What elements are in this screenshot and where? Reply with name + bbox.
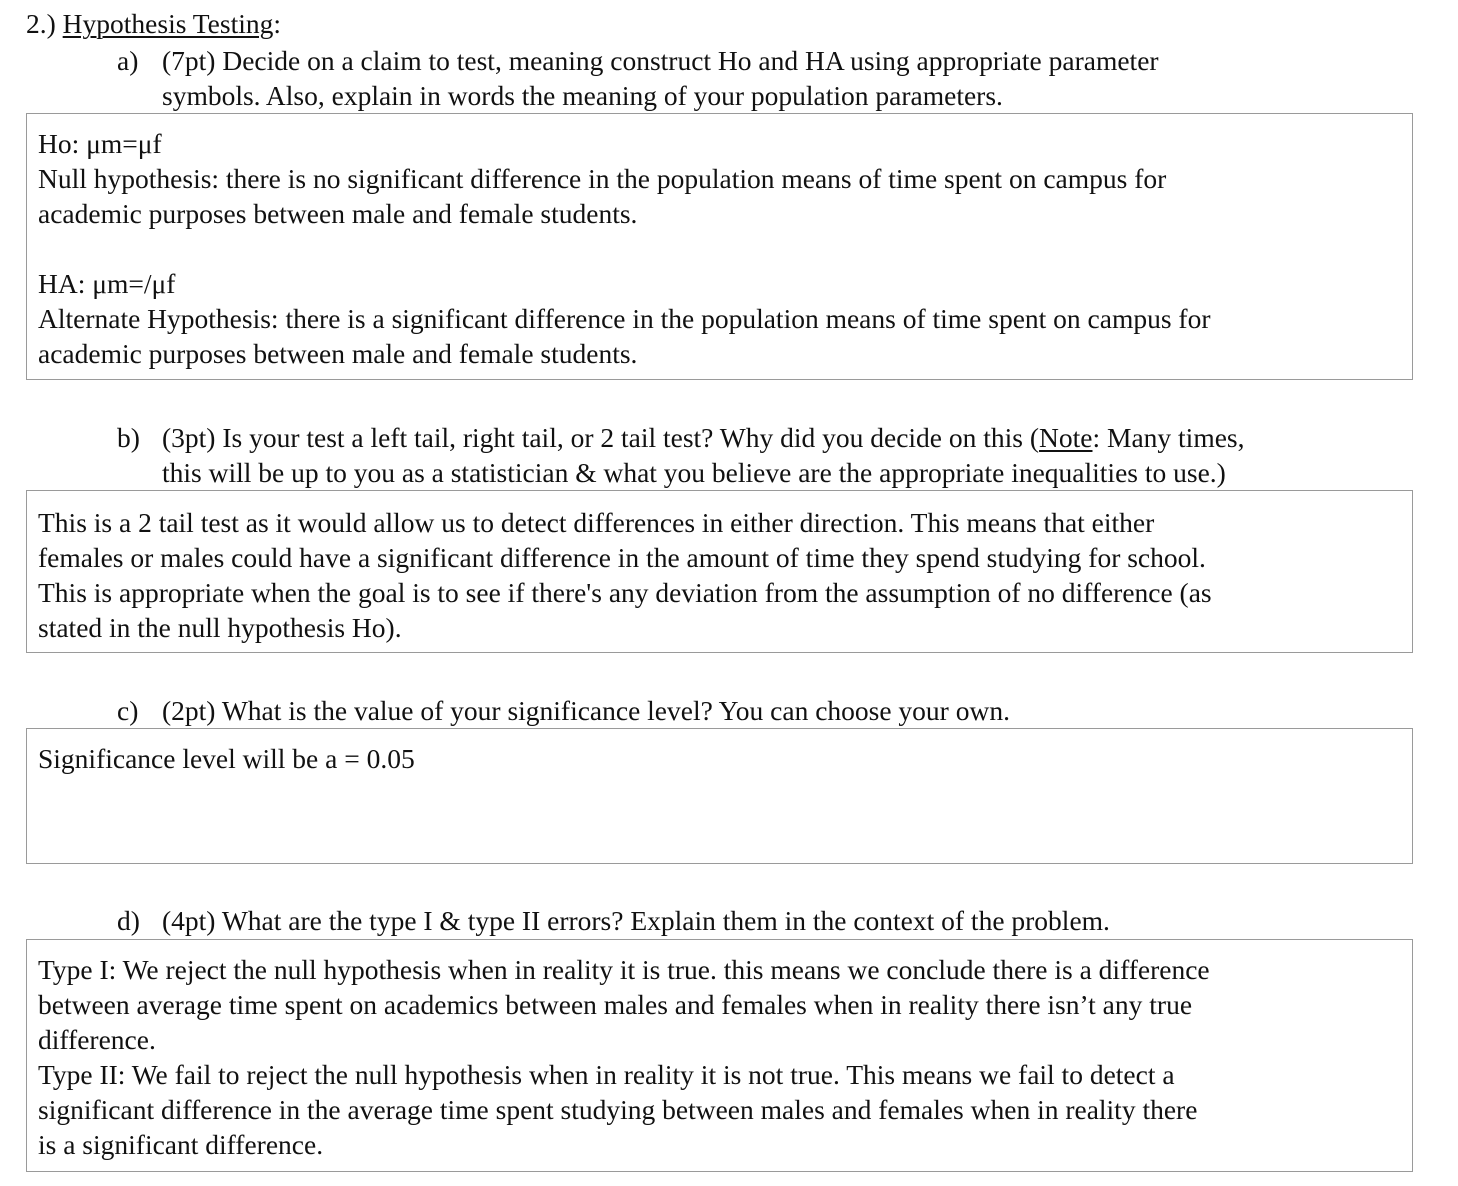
answer-b-line-4: stated in the null hypothesis Ho). (38, 612, 402, 643)
answer-d-line-5: significant difference in the average time spent studying between males and females when in reality there (38, 1094, 1198, 1125)
answer-box-b[interactable] (26, 490, 1413, 653)
answer-box-d[interactable] (26, 939, 1413, 1172)
question-b-text-pre: (3pt) Is your test a left tail, right tail, or 2 tail test? Why did you decide on this ( (162, 422, 1040, 453)
question-d-line-1: (4pt) What are the type I & type II errors? Explain them in the context of the problem. (162, 905, 1110, 936)
question-a-line-2: symbols. Also, explain in words the meaning of your population parameters. (162, 80, 1003, 111)
answer-box-c[interactable] (26, 728, 1413, 864)
question-b-line-2: this will be up to you as a statistician & what you believe are the appropriate inequalities to use.) (162, 457, 1226, 488)
answer-box-a[interactable] (26, 113, 1413, 380)
question-b-text-post: : Many times, (1092, 422, 1245, 453)
answer-a-line-3: academic purposes between male and female students. (38, 198, 638, 229)
section-heading (26, 6, 281, 41)
section-title: Hypothesis Testing (62, 8, 274, 39)
question-b-note: Note (1039, 422, 1093, 453)
answer-a-line-5: Alternate Hypothesis: there is a significant difference in the population means of time spent on campus for (38, 303, 1211, 334)
answer-d-line-4: Type II: We fail to reject the null hypothesis when in reality it is not true. This means we fail to detect a (38, 1059, 1175, 1090)
section-colon: : (273, 8, 282, 39)
question-b-label: b) (117, 422, 140, 453)
question-c-label: c) (117, 695, 139, 726)
question-b-line-1 (162, 420, 1245, 455)
answer-d-line-1: Type I: We reject the null hypothesis when in reality it is true. this means we conclude there is a difference (38, 954, 1210, 985)
answer-d-line-6: is a significant difference. (38, 1129, 324, 1160)
question-a-label: a) (117, 45, 139, 76)
answer-a-line-4: HA: μm=/μf (38, 268, 176, 299)
answer-b-line-2: females or males could have a significant difference in the amount of time they spend studying for school. (38, 542, 1206, 573)
question-c-line-1: (2pt) What is the value of your significance level? You can choose your own. (162, 695, 1010, 726)
answer-c-line-1: Significance level will be a = 0.05 (38, 743, 415, 774)
answer-a-line-2: Null hypothesis: there is no significant difference in the population means of time spent on campus for (38, 163, 1167, 194)
answer-b-line-1: This is a 2 tail test as it would allow us to detect differences in either direction. This means that either (38, 507, 1155, 538)
question-a-line-1: (7pt) Decide on a claim to test, meaning construct Ho and HA using appropriate parameter (162, 45, 1159, 76)
answer-a-line-6: academic purposes between male and female students. (38, 338, 638, 369)
answer-a-line-1: Ho: μm=μf (38, 128, 162, 159)
answer-d-line-3: difference. (38, 1024, 156, 1055)
answer-b-line-3: This is appropriate when the goal is to see if there's any deviation from the assumption of no difference (as (38, 577, 1212, 608)
answer-d-line-2: between average time spent on academics between males and females when in reality there isn’t any true (38, 989, 1193, 1020)
question-d-label: d) (117, 905, 140, 936)
section-number: 2.) (26, 8, 56, 39)
